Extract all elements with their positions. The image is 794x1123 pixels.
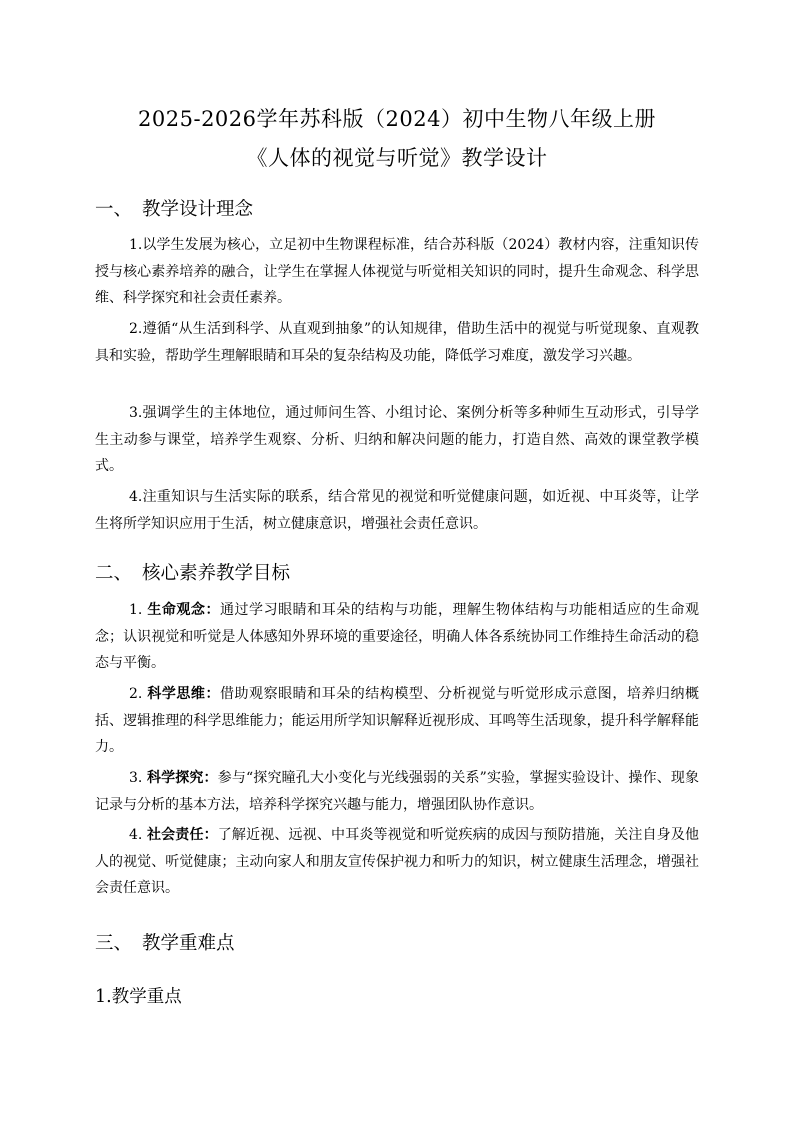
paragraph: 2.遵循“从生活到科学、从直观到抽象”的认知规律，借助生活中的视觉与听觉现象、直观教具和实验，帮助学生理解眼睛和耳朵的复杂结构及功能，降低学习难度，激发学习兴趣。 bbox=[95, 321, 699, 364]
section-title: 教学重难点 bbox=[142, 933, 235, 954]
section-title: 教学设计理念 bbox=[142, 199, 254, 220]
goal-label: 生命观念： bbox=[147, 602, 220, 618]
goal-label: 科学探究： bbox=[146, 770, 218, 786]
goal-label: 科学思维： bbox=[147, 686, 220, 702]
goal-item: 1. 生命观念：通过学习眼睛和耳朵的结构与功能，理解生物体结构与功能相适应的生命观念；认识视觉和听觉是人体感知外界环境的重要途径，明确人体各系统协同工作维持生命活动的稳态与平衡。 bbox=[95, 602, 699, 671]
section-number: 一、 bbox=[95, 199, 133, 220]
paragraph: 3.强调学生的主体地位，通过师问生答、小组讨论、案例分析等多种师生互动形式，引导学生主动参与课堂，培养学生观察、分析、归纳和解决问题的能力，打造自然、高效的课堂教学模式。 bbox=[95, 405, 699, 474]
section-title: 核心素养教学目标 bbox=[142, 563, 291, 584]
paragraph: 1.以学生发展为核心，立足初中生物课程标准，结合苏科版（2024）教材内容，注重知识传授与核心素养培养的融合，让学生在掌握人体视觉与听觉相关知识的同时，提升生命观念、科学思维、科学探究和社会责任素养。 bbox=[95, 237, 699, 306]
paragraph: 4.注重知识与生活实际的联系，结合常见的视觉和听觉健康问题，如近视、中耳炎等，让学生将所学知识应用于生活，树立健康意识，增强社会责任意识。 bbox=[95, 489, 699, 532]
document-title-line2: 《人体的视觉与听觉》教学设计 bbox=[246, 146, 548, 170]
goal-label: 社会责任： bbox=[146, 827, 218, 843]
section-heading-1 bbox=[95, 198, 253, 222]
subsection-heading: 1.教学重点 bbox=[95, 987, 182, 1007]
goal-item: 3. 科学探究：参与“探究瞳孔大小变化与光线强弱的关系”实验，掌握实验设计、操作、现象记录与分析的基本方法，培养科学探究兴趣与能力，增强团队协作意识。 bbox=[95, 770, 700, 813]
section-number: 二、 bbox=[95, 563, 133, 584]
section-heading-3 bbox=[95, 932, 235, 956]
section-number: 三、 bbox=[95, 933, 133, 954]
document-title-line1: 2025-2026学年苏科版（2024）初中生物八年级上册 bbox=[138, 107, 656, 131]
section-heading-2 bbox=[95, 562, 290, 586]
goal-item: 4. 社会责任：了解近视、远视、中耳炎等视觉和听觉疾病的成因与预防措施，关注自身及他人的视觉、听觉健康；主动向家人和朋友宣传保护视力和听力的知识，树立健康生活理念，增强社会责任意识。 bbox=[95, 827, 699, 896]
goal-item: 2. 科学思维：借助观察眼睛和耳朵的结构模型、分析视觉与听觉形成示意图，培养归纳概括、逻辑推理的科学思维能力；能运用所学知识解释近视形成、耳鸣等生活现象，提升科学解释能力。 bbox=[95, 686, 699, 755]
